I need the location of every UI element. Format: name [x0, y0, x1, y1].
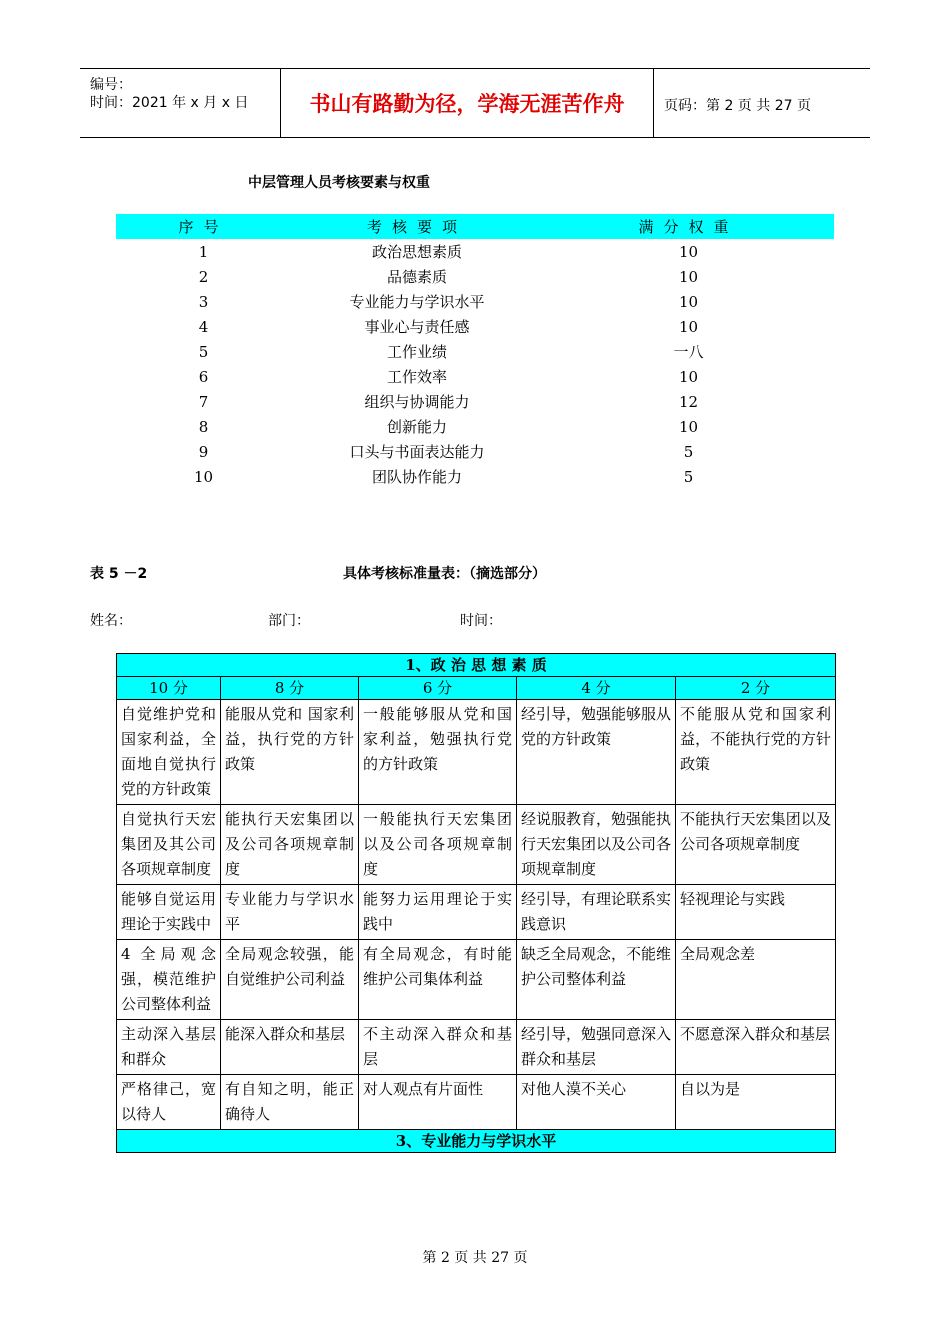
weights-cell: 10: [193, 467, 214, 486]
standards-row: [117, 805, 836, 885]
page-header: [80, 68, 870, 138]
standards-cell: 经引导，有理论联系实践意识: [517, 885, 676, 940]
weights-cell: 8: [198, 417, 209, 436]
standards-cell: 一般能够服从党和国家利益，勉强执行党的方针政策: [359, 700, 517, 805]
standards-table: [116, 653, 836, 1153]
weights-cell: 3: [198, 292, 209, 311]
standards-cell: 自以为是: [676, 1075, 836, 1130]
weights-row: [116, 439, 834, 464]
score-column-header: 8 分: [221, 677, 359, 700]
standards-cell: 能服从党和 国家利益，执行党的方针政策: [221, 700, 359, 805]
standards-cell: 严格律己，宽以待人: [117, 1075, 221, 1130]
page-footer: 第 2 页 共 27 页: [422, 1250, 528, 1266]
weights-title: 中层管理人员考核要素与权重: [248, 175, 430, 191]
standards-cell: 对他人漠不关心: [517, 1075, 676, 1130]
section-professional-ability: 3、专业能力与学识水平: [117, 1130, 836, 1153]
weights-column-header: 满分权重: [543, 214, 834, 239]
weights-row: [116, 289, 834, 314]
standards-row: [117, 1075, 836, 1130]
weights-cell: 9: [198, 442, 209, 461]
weights-cell: 1: [198, 242, 209, 261]
standards-cell: 经说服教育，勉强能执行天宏集团以及公司各项规章制度: [517, 805, 676, 885]
standards-cell: 不能服从党和国家利益，不能执行党的方针政策: [676, 700, 836, 805]
standards-cell: 有全局观念，有时能维护公司集体利益: [359, 940, 517, 1020]
header-left-cell: [80, 69, 281, 137]
standards-row: [117, 700, 836, 805]
document-time-label: 时间：2021 年 x 月 x 日: [90, 95, 249, 111]
weights-cell: 政治思想素质: [371, 243, 462, 261]
weights-cell: 工作业绩: [386, 343, 447, 361]
score-header-row: [117, 677, 836, 700]
section-header-row: [117, 1130, 836, 1153]
score-column-header: 10 分: [117, 677, 221, 700]
weights-cell: 10: [678, 367, 699, 386]
weights-cell: 10: [678, 292, 699, 311]
weights-cell: 2: [198, 267, 209, 286]
weights-cell: 5: [683, 442, 694, 461]
weights-cell: 工作效率: [386, 368, 447, 386]
standards-cell: 全局观念较强，能自觉维护公司利益: [221, 940, 359, 1020]
standards-cell: 自觉执行天宏集团及其公司各项规章制度: [117, 805, 221, 885]
standards-cell: 一般能执行天宏集团以及公司各项规章制度: [359, 805, 517, 885]
standards-cell: 能执行天宏集团以及公司各项规章制度: [221, 805, 359, 885]
weights-row: [116, 239, 834, 264]
weights-row: [116, 314, 834, 339]
standards-cell: 主动深入基层和群众: [117, 1020, 221, 1075]
standards-cell: 轻视理论与实践: [676, 885, 836, 940]
weights-cell: 创新能力: [386, 418, 447, 436]
standards-cell: 对人观点有片面性: [359, 1075, 517, 1130]
weights-cell: 团队协作能力: [371, 468, 462, 486]
standards-cell: 不主动深入群众和基层: [359, 1020, 517, 1075]
standards-cell: 缺乏全局观念，不能维护公司整体利益: [517, 940, 676, 1020]
weights-cell: 口头与书面表达能力: [349, 443, 485, 461]
weights-cell: 事业心与责任感: [364, 318, 470, 336]
weights-row: [116, 414, 834, 439]
document-number-label: 编号：: [90, 77, 132, 93]
weights-column-header: 考核要项: [291, 214, 543, 239]
standards-cell: 能努力运用理论于实践中: [359, 885, 517, 940]
name-label: 姓名：: [90, 613, 132, 629]
weights-header-row: [116, 214, 834, 239]
weights-row: [116, 339, 834, 364]
weights-cell: 品德素质: [386, 268, 447, 286]
weights-cell: 4: [198, 317, 209, 336]
weights-cell: 10: [678, 317, 699, 336]
standards-cell: 全局观念差: [676, 940, 836, 1020]
weights-cell: 5: [683, 467, 694, 486]
section-header-row: [117, 654, 836, 677]
standards-cell: 不愿意深入群众和基层: [676, 1020, 836, 1075]
standards-cell: 专业能力与学识水平: [221, 885, 359, 940]
weights-row: [116, 464, 834, 489]
table-number: 表 5 －2: [90, 566, 148, 582]
weights-cell: 10: [678, 267, 699, 286]
weights-cell: 7: [198, 392, 209, 411]
weights-table: [116, 214, 834, 489]
time-label: 时间：: [460, 613, 502, 629]
score-column-header: 4 分: [517, 677, 676, 700]
weights-cell: 10: [678, 417, 699, 436]
weights-row: [116, 264, 834, 289]
standards-row: [117, 940, 836, 1020]
standards-cell: 能够自觉运用理论于实践中: [117, 885, 221, 940]
standards-row: [117, 1020, 836, 1075]
weights-cell: 5: [198, 342, 209, 361]
standards-cell: 经引导，勉强能够服从党的方针政策: [517, 700, 676, 805]
header-page-info: 页码：第 2 页 共 27 页: [664, 98, 811, 114]
weights-column-header: 序号: [116, 214, 291, 239]
score-column-header: 6 分: [359, 677, 517, 700]
score-column-header: 2 分: [676, 677, 836, 700]
standards-cell: 自觉维护党和国家利益，全面地自觉执行党的方针政策: [117, 700, 221, 805]
weights-cell: 12: [678, 392, 699, 411]
department-label: 部门：: [268, 613, 310, 629]
standards-title: 具体考核标准量表：（摘选部分）: [343, 566, 546, 582]
weights-row: [116, 364, 834, 389]
standards-cell: 有自知之明，能正确待人: [221, 1075, 359, 1130]
section-political-quality: 1、政 治 思 想 素 质: [117, 654, 836, 677]
weights-cell: 10: [678, 242, 699, 261]
weights-cell: 6: [198, 367, 209, 386]
weights-row: [116, 389, 834, 414]
weights-cell: 组织与协调能力: [364, 393, 470, 411]
weights-cell: 一八: [673, 343, 704, 361]
standards-cell: 经引导，勉强同意深入群众和基层: [517, 1020, 676, 1075]
header-motto: 书山有路勤为径，学海无涯苦作舟: [281, 69, 654, 137]
standards-cell: 4 全局观念强，模范维护公司整体利益: [117, 940, 221, 1020]
standards-cell: 能深入群众和基层: [221, 1020, 359, 1075]
weights-cell: 专业能力与学识水平: [349, 293, 485, 311]
standards-row: [117, 885, 836, 940]
standards-cell: 不能执行天宏集团以及公司各项规章制度: [676, 805, 836, 885]
